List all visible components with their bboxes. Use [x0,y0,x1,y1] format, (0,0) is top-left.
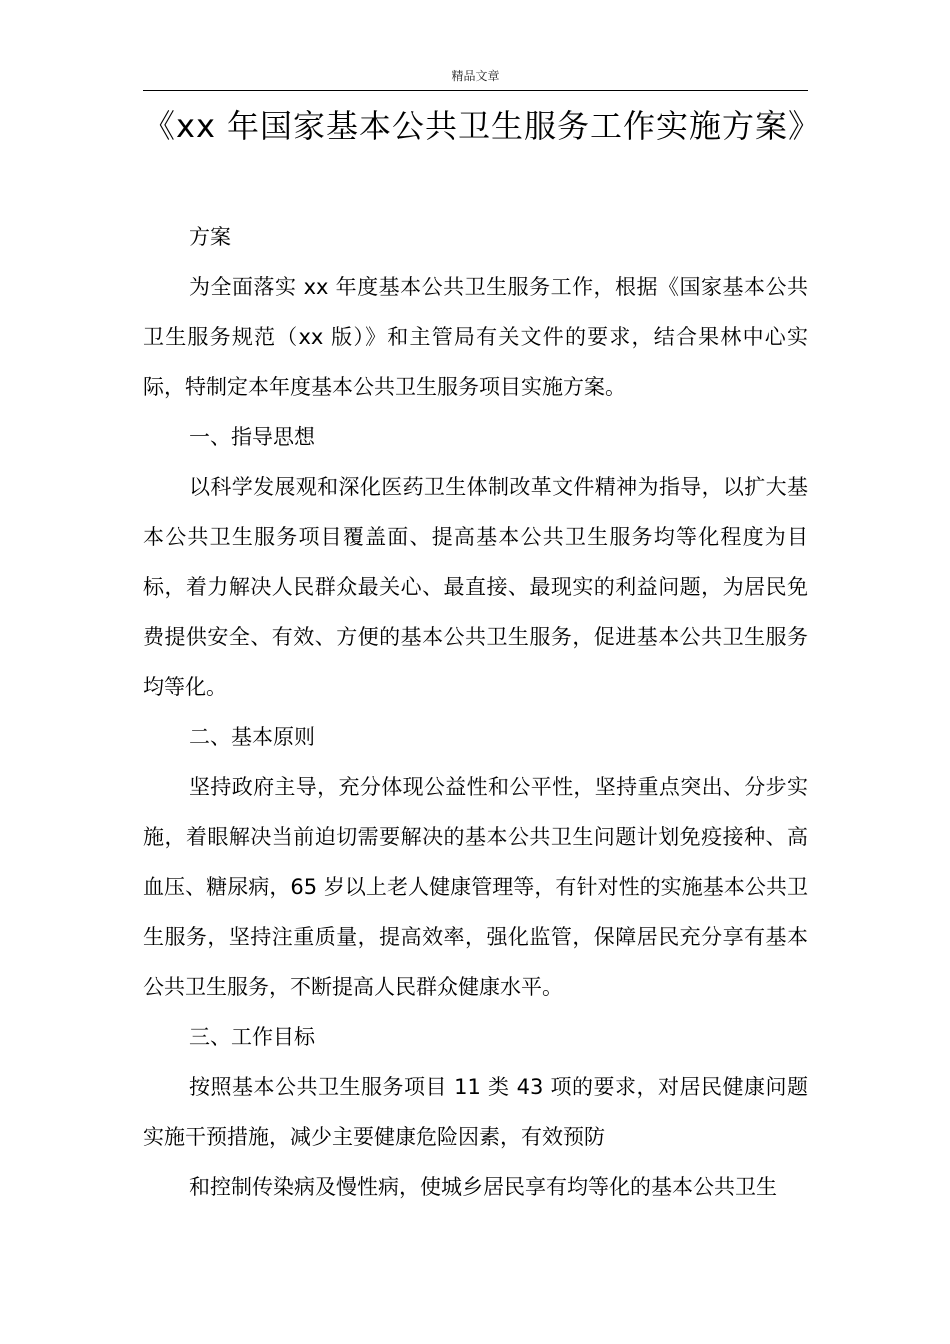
work-goals-paragraph: 按照基本公共卫生服务项目 11 类 43 项的要求，对居民健康问题实施干预措施，减少主要健康危险因素，有效预防 [143,1075,808,1149]
basic-principles-paragraph: 坚持政府主导，充分体现公益性和公平性，坚持重点突出、分步实施，着眼解决当前迫切需要解决的基本公共卫生问题计划免疫接种、高血压、糖尿病，65 岁以上老人健康管理等，有针对性的实施基本公共卫生服务，坚持注重质量，提高效率，强化监管，保障居民充分享有基本公共卫生服务，不断提高人民群众健康水平。 [143,775,808,999]
section-heading-work-goals: 三、工作目标 [189,1025,315,1049]
intro-paragraph: 为全面落实 xx 年度基本公共卫生服务工作，根据《国家基本公共卫生服务规范（xx 版）》和主管局有关文件的要求，结合果林中心实际，特制定本年度基本公共卫生服务项目实施方案。 [143,275,808,399]
document-title: 《xx 年国家基本公共卫生服务工作实施方案》 [143,107,822,145]
section-heading-guiding-ideology: 一、指导思想 [189,425,315,449]
page-header: 精品文章 [143,64,808,91]
work-goals-continuation-paragraph: 和控制传染病及慢性病，使城乡居民享有均等化的基本公共卫生 [189,1175,777,1199]
section-label: 方案 [189,225,231,249]
document-body [143,212,808,1212]
guiding-ideology-paragraph: 以科学发展观和深化医药卫生体制改革文件精神为指导，以扩大基本公共卫生服务项目覆盖面、提高基本公共卫生服务均等化程度为目标，着力解决人民群众最关心、最直接、最现实的利益问题，为居民免费提供安全、有效、方便的基本公共卫生服务，促进基本公共卫生服务均等化。 [143,475,808,699]
section-heading-basic-principles: 二、基本原则 [189,725,315,749]
